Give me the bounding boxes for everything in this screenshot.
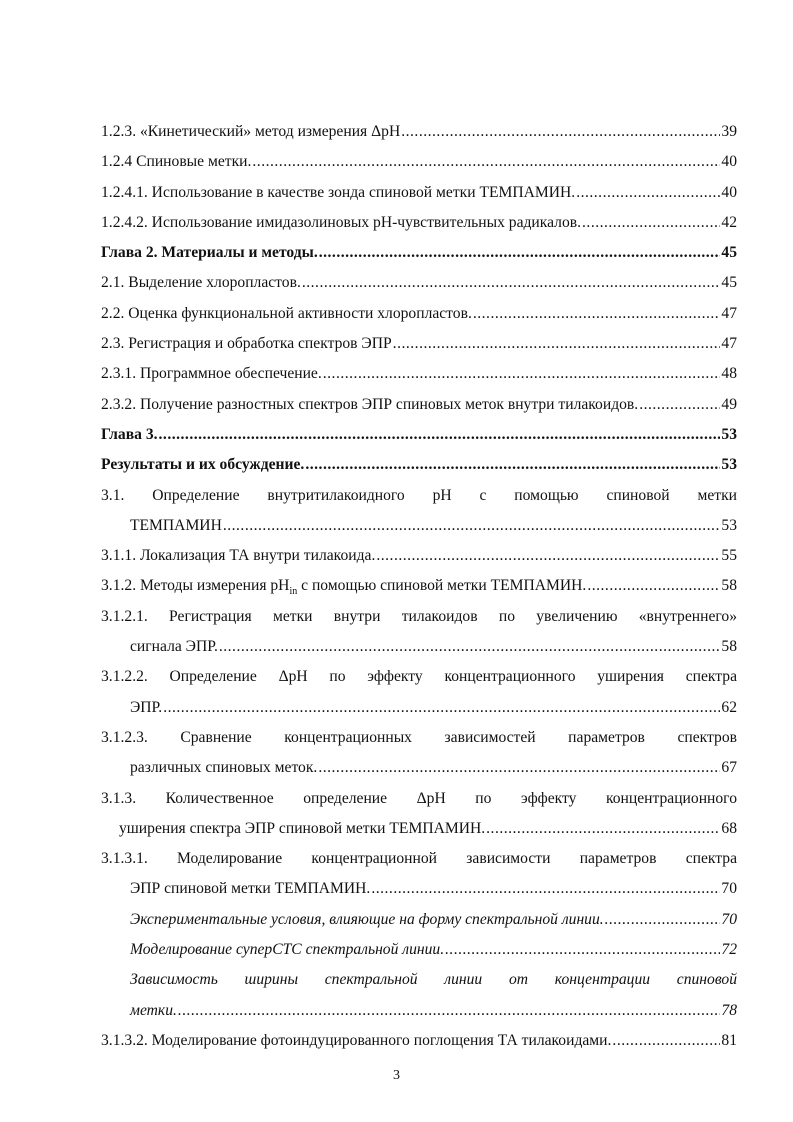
toc-entry-title-line2: ТЕМПАМИН: [130, 516, 222, 534]
toc-entry-page: 53: [721, 516, 737, 534]
toc-entry: [101, 481, 737, 542]
toc-entry-title-line2: различных спиновых меток.: [130, 759, 318, 777]
toc-entry: [101, 602, 737, 663]
dot-leader: [587, 571, 720, 601]
toc-entry-page: 78: [721, 1001, 737, 1019]
toc-entry: [101, 723, 737, 784]
toc-entry-page: 72: [721, 941, 737, 959]
toc-entry-page: 53: [721, 456, 737, 474]
toc-entry-title: Экспериментальные условия, влияющие на форму спектральной линии.: [130, 910, 604, 928]
toc-entry-page: 62: [721, 698, 737, 716]
dot-leader: [473, 299, 721, 329]
toc-entry: [101, 329, 737, 359]
dot-leader: [223, 511, 721, 541]
toc-entry-title: Глава 2. Материалы и методы.: [101, 244, 318, 262]
dot-leader: [323, 359, 721, 389]
toc-entry-page: 70: [721, 880, 737, 898]
toc-entry-title: 1.2.3. «Кинетический» метод измерения ΔpH: [101, 123, 401, 140]
toc-entry: [101, 268, 737, 298]
toc-entry: [101, 662, 737, 723]
toc-entry-title: 1.2.4.1. Использование в качестве зонда спиновой метки ТЕМПАМИН.: [101, 183, 576, 201]
toc-entry: [101, 147, 737, 177]
toc-entry: [101, 208, 737, 238]
toc-entry-title: 2.3. Регистрация и обработка спектров ЭПР: [101, 335, 392, 353]
dot-leader: [305, 450, 720, 480]
toc-entry-title: Моделирование суперСТС спектральной линии.: [130, 941, 445, 959]
toc-entry-title: 2.2. Оценка функциональной активности хлоропластов.: [101, 304, 472, 322]
dot-leader: [302, 268, 721, 298]
table-of-contents: [101, 117, 737, 1056]
toc-chapter-heading: [101, 450, 737, 480]
toc-entry-title-line1: Зависимость ширины спектральной линии от концентрации спиновой: [130, 971, 737, 989]
toc-entry-page: 42: [721, 213, 737, 231]
toc-entry-page: 40: [721, 153, 737, 171]
dot-leader: [612, 1026, 720, 1056]
toc-entry: [101, 784, 737, 845]
toc-entry-title-line1: 3.1. Определение внутритилакоидного pH с помощью спиновой метки: [101, 486, 737, 504]
toc-entry-title-line1: 3.1.2.3. Сравнение концентрационных зависимостей параметров спектров: [101, 728, 737, 746]
toc-entry-title: 1.2.4.2. Использование имидазолиновых pH-чувствительных радикалов.: [101, 213, 582, 231]
dot-leader: [639, 390, 720, 420]
toc-entry: [101, 1026, 737, 1056]
dot-leader: [576, 178, 720, 208]
toc-entry-page: 39: [721, 123, 737, 140]
toc-entry-page: 58: [721, 638, 737, 656]
toc-entry-title: Глава 3.: [101, 425, 158, 443]
toc-entry-title: 2.3.2. Получение разностных спектров ЭПР спиновых меток внутри тилакоидов.: [101, 395, 639, 413]
dot-leader: [401, 117, 720, 147]
toc-entry-title-line2: ЭПР спиновой метки ТЕМПАМИН.: [130, 880, 371, 898]
toc-entry-title-line2: метки.: [130, 1001, 177, 1019]
toc-entry-title: 2.3.1. Программное обеспечение.: [101, 365, 322, 383]
toc-entry-title-line1: 3.1.3.1. Моделирование концентрационной зависимости параметров спектра: [101, 850, 737, 868]
toc-entry-title-line1: 3.1.3. Количественное определение ΔpH по эффекту концентрационного: [101, 789, 737, 807]
toc-subsection: [101, 935, 737, 965]
toc-entry-page: 45: [721, 244, 737, 262]
toc-entry-page: 48: [721, 365, 737, 383]
toc-entry-page: 45: [721, 274, 737, 292]
toc-entry: [101, 390, 737, 420]
toc-entry-title: 3.1.3.2. Моделирование фотоиндуцированного поглощения ТА тилакоидами.: [101, 1031, 612, 1049]
page-number: 3: [393, 1068, 400, 1083]
toc-entry-page: 55: [721, 547, 737, 565]
dot-leader: [486, 814, 720, 844]
toc-chapter-heading: [101, 420, 737, 450]
toc-entry-page: 70: [721, 910, 737, 928]
toc-entry-page: 68: [721, 819, 737, 837]
dot-leader: [376, 541, 720, 571]
toc-entry-title-line2: сигнала ЭПР.: [130, 638, 218, 656]
toc-entry-title: 3.1.2. Методы измерения $pH_{in}$ с помощью спиновой метки ТЕМПАМИН.: [101, 577, 587, 598]
dot-leader: [159, 420, 721, 450]
toc-entry: [101, 117, 737, 147]
toc-entry-page: 47: [721, 304, 737, 322]
toc-entry-page: 53: [721, 425, 737, 443]
toc-entry-title: 3.1.1. Локализация ТА внутри тилакоида.: [101, 547, 376, 565]
toc-entry: [101, 178, 737, 208]
dot-leader: [371, 874, 720, 904]
toc-entry-title: 2.1. Выделение хлоропластов.: [101, 274, 301, 292]
dot-leader: [605, 905, 721, 935]
toc-subsection: [101, 905, 737, 935]
toc-entry-page: 40: [721, 183, 737, 201]
toc-entry: [101, 571, 737, 601]
toc-subsection: [101, 965, 737, 1026]
toc-entry-page: 58: [721, 577, 737, 595]
dot-leader: [163, 693, 720, 723]
toc-entry-title-line1: 3.1.2.1. Регистрация метки внутри тилакоидов по увеличению «внутреннего»: [101, 607, 737, 625]
toc-chapter-heading: [101, 238, 737, 268]
toc-entry: [101, 359, 737, 389]
dot-leader: [393, 329, 721, 359]
dot-leader: [219, 632, 721, 662]
toc-entry: [101, 844, 737, 905]
toc-entry-title-line2: уширения спектра ЭПР спиновой метки ТЕМПАМИН.: [119, 819, 486, 837]
toc-entry-title-line1: 3.1.2.2. Определение ΔpH по эффекту концентрационного уширения спектра: [101, 668, 737, 686]
toc-entry-page: 81: [721, 1031, 737, 1049]
toc-entry-page: 47: [721, 335, 737, 353]
toc-entry: [101, 299, 737, 329]
toc-entry-page: 67: [721, 759, 737, 777]
dot-leader: [582, 208, 720, 238]
dot-leader: [319, 238, 721, 268]
toc-entry: [101, 541, 737, 571]
toc-entry-page: 49: [721, 395, 737, 413]
dot-leader: [252, 147, 720, 177]
dot-leader: [445, 935, 720, 965]
toc-entry-title-line2: ЭПР.: [130, 698, 163, 716]
dot-leader: [318, 753, 720, 783]
toc-entry-title: Результаты и их обсуждение.: [101, 456, 305, 474]
toc-entry-title: 1.2.4 Спиновые метки.: [101, 153, 252, 171]
dot-leader: [178, 996, 720, 1026]
